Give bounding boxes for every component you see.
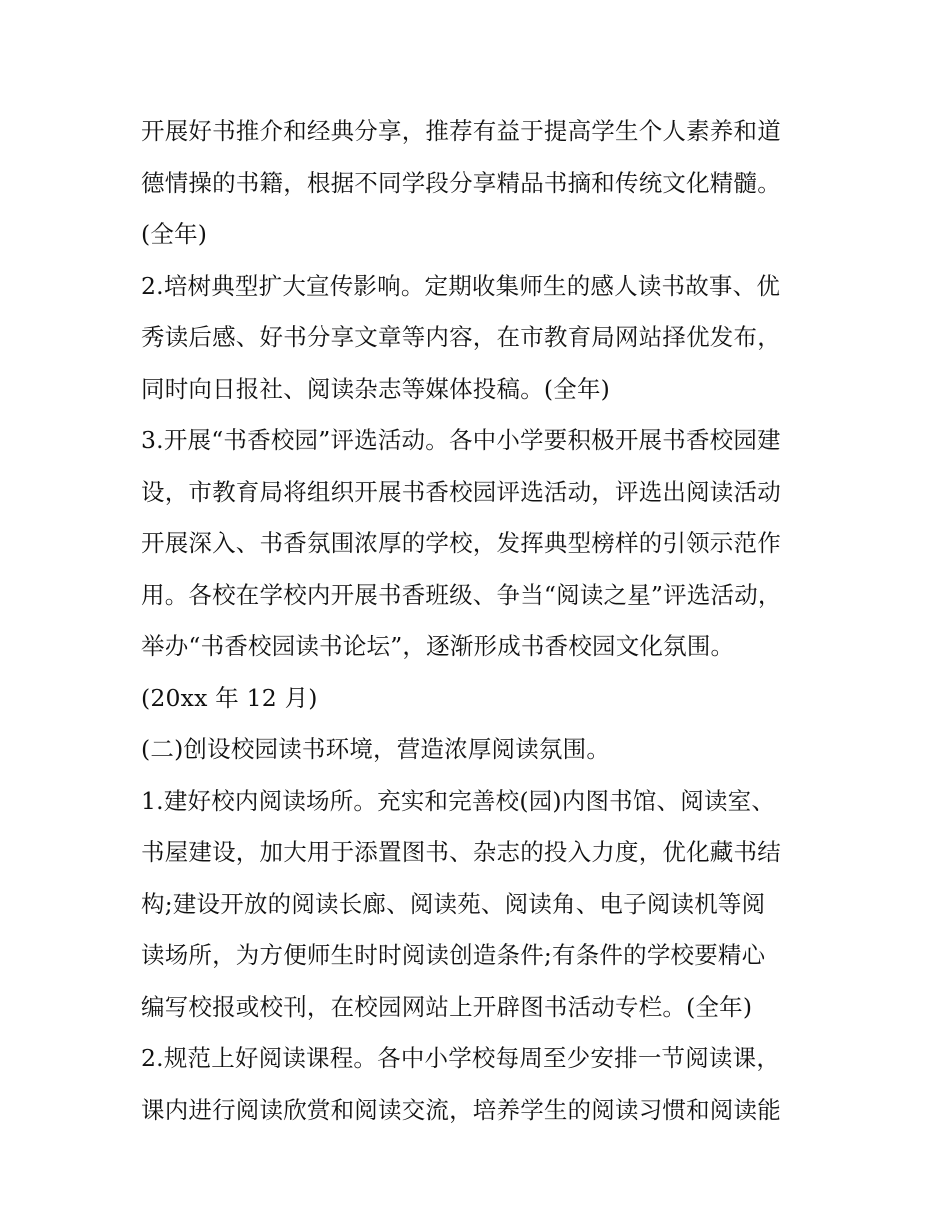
text-line: 开展好书推介和经典分享，推荐有益于提高学生个人素养和道 (141, 117, 781, 145)
text-line: 编写校报或校刊，在校园网站上开辟图书活动专栏。(全年) (141, 992, 753, 1021)
text-line: 课内进行阅读欣赏和阅读交流，培养学生的阅读习惯和阅读能 (141, 1095, 781, 1124)
text-line: 秀读后感、好书分享文章等内容，在市教育局网站择优发布， (141, 323, 781, 351)
text-line: 书屋建设，加大用于添置图书、杂志的投入力度，优化藏书结 (141, 838, 781, 866)
text-line: 举办“书香校园读书论坛”，逐渐形成书香校园文化氛围。 (141, 632, 735, 660)
text-line: (全年) (141, 220, 208, 248)
text-line: (20xx 年 12 月) (141, 683, 318, 712)
text-line: 同时向日报社、阅读杂志等媒体投稿。(全年) (141, 374, 611, 403)
text-line: 读场所，为方便师生时时阅读创造条件;有条件的学校要精心 (141, 941, 766, 969)
text-line: 构;建设开放的阅读长廊、阅读苑、阅读角、电子阅读机等阅 (141, 889, 766, 918)
text-line: 开展深入、书香氛围浓厚的学校，发挥典型榜样的引领示范作 (141, 529, 781, 557)
text-line: 用。各校在学校内开展书香班级、争当“阅读之星”评选活动， (141, 580, 782, 609)
text-line: 3.开展“书香校园”评选活动。各中小学要积极开展书香校园建 (141, 426, 781, 454)
section-heading: (二)创设校园读书环境，营造浓厚阅读氛围。 (141, 735, 611, 763)
text-line: 德情操的书籍，根据不同学段分享精品书摘和传统文化精髓。 (141, 168, 781, 197)
text-line: 2.规范上好阅读课程。各中小学校每周至少安排一节阅读课， (141, 1044, 781, 1072)
text-line: 2.培树典型扩大宣传影响。定期收集师生的感人读书故事、优 (141, 271, 781, 300)
text-line: 设，市教育局将组织开展书香校园评选活动，评选出阅读活动 (141, 477, 781, 506)
text-line: 1.建好校内阅读场所。充实和完善校(园)内图书馆、阅读室、 (141, 786, 776, 815)
document-body (141, 106, 821, 1136)
